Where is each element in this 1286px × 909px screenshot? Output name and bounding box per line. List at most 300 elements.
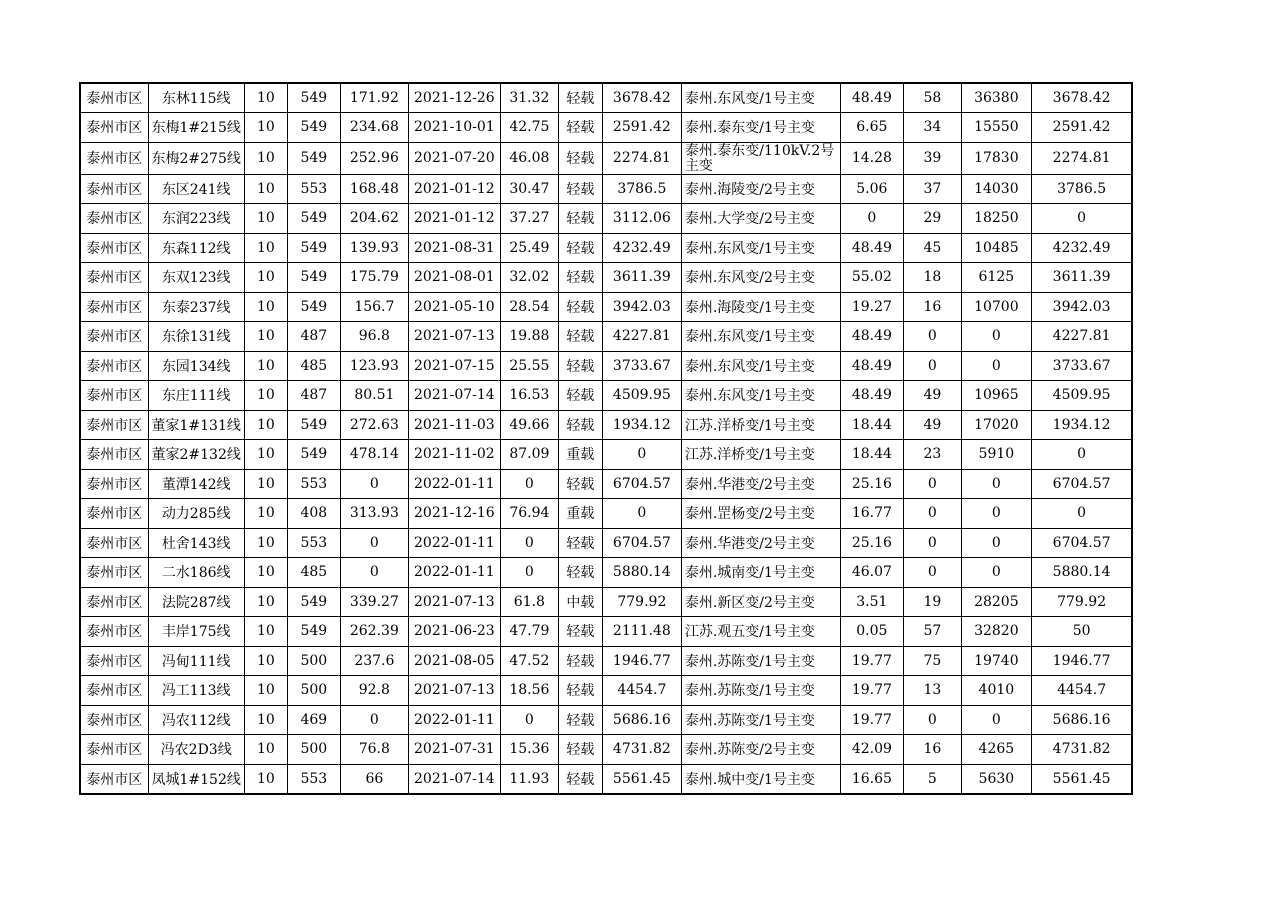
- load-cell: 66: [340, 764, 408, 794]
- transformer-rate-cell: 19.77: [840, 676, 903, 706]
- margin-cell: 3786.5: [602, 174, 681, 204]
- amount-cell: 0: [961, 351, 1031, 381]
- available-cell: 0: [1031, 204, 1132, 234]
- available-cell: 3942.03: [1031, 292, 1132, 322]
- count-cell: 0: [903, 499, 961, 529]
- date-cell: 2021-08-01: [408, 263, 500, 293]
- load-cell: 0: [340, 469, 408, 499]
- count-cell: 37: [903, 174, 961, 204]
- date-cell: 2021-10-01: [408, 113, 500, 143]
- transformer-cell: 泰州.海陵变/2号主变: [681, 174, 840, 204]
- table-row: [80, 617, 1132, 647]
- transformer-rate-cell: 48.49: [840, 322, 903, 352]
- table-body: [80, 83, 1132, 794]
- date-cell: 2021-07-20: [408, 142, 500, 174]
- capacity-cell: 408: [287, 499, 340, 529]
- date-cell: 2021-07-31: [408, 735, 500, 765]
- load-status-cell: 轻载: [558, 113, 602, 143]
- transformer-rate-cell: 5.06: [840, 174, 903, 204]
- date-cell: 2021-07-15: [408, 351, 500, 381]
- load-status-cell: 轻载: [558, 617, 602, 647]
- load-status-cell: 轻载: [558, 676, 602, 706]
- margin-cell: 1934.12: [602, 410, 681, 440]
- table-row: [80, 705, 1132, 735]
- capacity-cell: 553: [287, 174, 340, 204]
- load-cell: 0: [340, 528, 408, 558]
- date-cell: 2022-01-11: [408, 558, 500, 588]
- count-cell: 23: [903, 440, 961, 470]
- line-name-cell: 东区241线: [148, 174, 244, 204]
- table-row: [80, 113, 1132, 143]
- count-cell: 0: [903, 322, 961, 352]
- load-status-cell: 重载: [558, 499, 602, 529]
- count-cell: 16: [903, 735, 961, 765]
- voltage-cell: 10: [244, 83, 287, 113]
- load-status-cell: 轻载: [558, 469, 602, 499]
- available-cell: 0: [1031, 499, 1132, 529]
- load-status-cell: 轻载: [558, 764, 602, 794]
- table-row: [80, 558, 1132, 588]
- available-cell: 1934.12: [1031, 410, 1132, 440]
- count-cell: 45: [903, 233, 961, 263]
- margin-cell: 3112.06: [602, 204, 681, 234]
- load-cell: 96.8: [340, 322, 408, 352]
- count-cell: 0: [903, 705, 961, 735]
- transformer-rate-cell: 16.77: [840, 499, 903, 529]
- transformer-cell: 泰州.东风变/1号主变: [681, 381, 840, 411]
- count-cell: 58: [903, 83, 961, 113]
- load-cell: 478.14: [340, 440, 408, 470]
- margin-cell: 2274.81: [602, 142, 681, 174]
- available-cell: 3786.5: [1031, 174, 1132, 204]
- table-row: [80, 528, 1132, 558]
- region-cell: 泰州市区: [80, 469, 148, 499]
- line-name-cell: 冯工113线: [148, 676, 244, 706]
- capacity-cell: 549: [287, 142, 340, 174]
- table-row: [80, 587, 1132, 617]
- count-cell: 13: [903, 676, 961, 706]
- table-row: [80, 646, 1132, 676]
- table-row: [80, 440, 1132, 470]
- voltage-cell: 10: [244, 617, 287, 647]
- amount-cell: 6125: [961, 263, 1031, 293]
- load-rate-cell: 25.55: [500, 351, 558, 381]
- region-cell: 泰州市区: [80, 558, 148, 588]
- load-status-cell: 轻载: [558, 233, 602, 263]
- available-cell: 3678.42: [1031, 83, 1132, 113]
- amount-cell: 5910: [961, 440, 1031, 470]
- margin-cell: 0: [602, 499, 681, 529]
- region-cell: 泰州市区: [80, 410, 148, 440]
- region-cell: 泰州市区: [80, 528, 148, 558]
- region-cell: 泰州市区: [80, 705, 148, 735]
- load-cell: 123.93: [340, 351, 408, 381]
- voltage-cell: 10: [244, 764, 287, 794]
- load-status-cell: 轻载: [558, 381, 602, 411]
- available-cell: 50: [1031, 617, 1132, 647]
- date-cell: 2021-06-23: [408, 617, 500, 647]
- transformer-cell: 泰州.华港变/2号主变: [681, 469, 840, 499]
- transformer-rate-cell: 19.27: [840, 292, 903, 322]
- region-cell: 泰州市区: [80, 322, 148, 352]
- load-rate-cell: 18.56: [500, 676, 558, 706]
- date-cell: 2021-12-26: [408, 83, 500, 113]
- region-cell: 泰州市区: [80, 646, 148, 676]
- voltage-cell: 10: [244, 292, 287, 322]
- load-rate-cell: 87.09: [500, 440, 558, 470]
- voltage-cell: 10: [244, 233, 287, 263]
- voltage-cell: 10: [244, 440, 287, 470]
- amount-cell: 18250: [961, 204, 1031, 234]
- margin-cell: 1946.77: [602, 646, 681, 676]
- margin-cell: 5686.16: [602, 705, 681, 735]
- line-name-cell: 东徐131线: [148, 322, 244, 352]
- margin-cell: 2591.42: [602, 113, 681, 143]
- available-cell: 4232.49: [1031, 233, 1132, 263]
- transformer-cell: 泰州.苏陈变/2号主变: [681, 735, 840, 765]
- available-cell: 0: [1031, 440, 1132, 470]
- line-name-cell: 冯农2D3线: [148, 735, 244, 765]
- transformer-rate-cell: 25.16: [840, 528, 903, 558]
- date-cell: 2021-11-03: [408, 410, 500, 440]
- table-row: [80, 233, 1132, 263]
- capacity-cell: 485: [287, 558, 340, 588]
- load-rate-cell: 42.75: [500, 113, 558, 143]
- load-status-cell: 轻载: [558, 174, 602, 204]
- voltage-cell: 10: [244, 322, 287, 352]
- load-status-cell: 轻载: [558, 705, 602, 735]
- transformer-cell: 泰州.泰东变/1号主变: [681, 113, 840, 143]
- load-rate-cell: 47.52: [500, 646, 558, 676]
- load-status-cell: 轻载: [558, 142, 602, 174]
- available-cell: 2591.42: [1031, 113, 1132, 143]
- load-rate-cell: 16.53: [500, 381, 558, 411]
- transformer-cell: 泰州.泰东变/110kV.2号主变: [681, 142, 840, 174]
- load-cell: 313.93: [340, 499, 408, 529]
- load-cell: 139.93: [340, 233, 408, 263]
- voltage-cell: 10: [244, 646, 287, 676]
- margin-cell: 4509.95: [602, 381, 681, 411]
- line-name-cell: 东泰237线: [148, 292, 244, 322]
- line-name-cell: 东双123线: [148, 263, 244, 293]
- capacity-cell: 469: [287, 705, 340, 735]
- table-row: [80, 322, 1132, 352]
- load-cell: 234.68: [340, 113, 408, 143]
- load-status-cell: 轻载: [558, 646, 602, 676]
- voltage-cell: 10: [244, 381, 287, 411]
- region-cell: 泰州市区: [80, 263, 148, 293]
- capacity-cell: 549: [287, 617, 340, 647]
- margin-cell: 6704.57: [602, 469, 681, 499]
- amount-cell: 17830: [961, 142, 1031, 174]
- region-cell: 泰州市区: [80, 113, 148, 143]
- load-cell: 171.92: [340, 83, 408, 113]
- transformer-rate-cell: 48.49: [840, 351, 903, 381]
- available-cell: 779.92: [1031, 587, 1132, 617]
- table-row: [80, 292, 1132, 322]
- transformer-rate-cell: 18.44: [840, 440, 903, 470]
- date-cell: 2021-01-12: [408, 174, 500, 204]
- transformer-cell: 泰州.东风变/1号主变: [681, 351, 840, 381]
- load-rate-cell: 0: [500, 558, 558, 588]
- transformer-rate-cell: 55.02: [840, 263, 903, 293]
- available-cell: 6704.57: [1031, 469, 1132, 499]
- available-cell: 3733.67: [1031, 351, 1132, 381]
- voltage-cell: 10: [244, 469, 287, 499]
- amount-cell: 4010: [961, 676, 1031, 706]
- date-cell: 2021-11-02: [408, 440, 500, 470]
- amount-cell: 36380: [961, 83, 1031, 113]
- margin-cell: 0: [602, 440, 681, 470]
- line-name-cell: 董家2#132线: [148, 440, 244, 470]
- table-row: [80, 764, 1132, 794]
- transformer-cell: 泰州.东风变/1号主变: [681, 83, 840, 113]
- amount-cell: 17020: [961, 410, 1031, 440]
- amount-cell: 14030: [961, 174, 1031, 204]
- line-name-cell: 东园134线: [148, 351, 244, 381]
- capacity-cell: 487: [287, 381, 340, 411]
- voltage-cell: 10: [244, 735, 287, 765]
- load-cell: 175.79: [340, 263, 408, 293]
- line-name-cell: 东森112线: [148, 233, 244, 263]
- voltage-cell: 10: [244, 113, 287, 143]
- load-rate-cell: 11.93: [500, 764, 558, 794]
- line-name-cell: 东梅1#215线: [148, 113, 244, 143]
- voltage-cell: 10: [244, 410, 287, 440]
- transformer-rate-cell: 3.51: [840, 587, 903, 617]
- voltage-cell: 10: [244, 174, 287, 204]
- load-cell: 262.39: [340, 617, 408, 647]
- voltage-cell: 10: [244, 142, 287, 174]
- transformer-cell: 泰州.东风变/2号主变: [681, 263, 840, 293]
- margin-cell: 5880.14: [602, 558, 681, 588]
- transformer-cell: 泰州.苏陈变/1号主变: [681, 705, 840, 735]
- load-status-cell: 轻载: [558, 292, 602, 322]
- voltage-cell: 10: [244, 263, 287, 293]
- line-name-cell: 二水186线: [148, 558, 244, 588]
- margin-cell: 5561.45: [602, 764, 681, 794]
- table-row: [80, 142, 1132, 174]
- count-cell: 19: [903, 587, 961, 617]
- load-rate-cell: 31.32: [500, 83, 558, 113]
- load-rate-cell: 49.66: [500, 410, 558, 440]
- transformer-cell: 泰州.苏陈变/1号主变: [681, 676, 840, 706]
- date-cell: 2021-07-13: [408, 322, 500, 352]
- amount-cell: 4265: [961, 735, 1031, 765]
- count-cell: 29: [903, 204, 961, 234]
- capacity-cell: 500: [287, 676, 340, 706]
- transformer-cell: 泰州.大学变/2号主变: [681, 204, 840, 234]
- region-cell: 泰州市区: [80, 83, 148, 113]
- load-cell: 204.62: [340, 204, 408, 234]
- date-cell: 2021-07-13: [408, 676, 500, 706]
- margin-cell: 4731.82: [602, 735, 681, 765]
- transformer-rate-cell: 48.49: [840, 83, 903, 113]
- load-cell: 252.96: [340, 142, 408, 174]
- date-cell: 2021-05-10: [408, 292, 500, 322]
- table-row: [80, 174, 1132, 204]
- count-cell: 57: [903, 617, 961, 647]
- available-cell: 3611.39: [1031, 263, 1132, 293]
- transformer-cell: 泰州.苏陈变/1号主变: [681, 646, 840, 676]
- amount-cell: 0: [961, 558, 1031, 588]
- line-name-cell: 丰岸175线: [148, 617, 244, 647]
- margin-cell: 4454.7: [602, 676, 681, 706]
- load-rate-cell: 61.8: [500, 587, 558, 617]
- load-status-cell: 轻载: [558, 558, 602, 588]
- table-row: [80, 410, 1132, 440]
- table-row: [80, 499, 1132, 529]
- capacity-cell: 549: [287, 440, 340, 470]
- region-cell: 泰州市区: [80, 351, 148, 381]
- line-name-cell: 董潭142线: [148, 469, 244, 499]
- region-cell: 泰州市区: [80, 499, 148, 529]
- table-row: [80, 263, 1132, 293]
- date-cell: 2021-07-13: [408, 587, 500, 617]
- line-name-cell: 东润223线: [148, 204, 244, 234]
- table-row: [80, 676, 1132, 706]
- count-cell: 34: [903, 113, 961, 143]
- load-status-cell: 轻载: [558, 83, 602, 113]
- line-name-cell: 冯农112线: [148, 705, 244, 735]
- load-rate-cell: 32.02: [500, 263, 558, 293]
- capacity-cell: 549: [287, 410, 340, 440]
- load-status-cell: 轻载: [558, 204, 602, 234]
- line-name-cell: 东庄111线: [148, 381, 244, 411]
- line-name-cell: 凤城1#152线: [148, 764, 244, 794]
- available-cell: 6704.57: [1031, 528, 1132, 558]
- region-cell: 泰州市区: [80, 292, 148, 322]
- count-cell: 39: [903, 142, 961, 174]
- available-cell: 5561.45: [1031, 764, 1132, 794]
- load-cell: 0: [340, 705, 408, 735]
- line-name-cell: 动力285线: [148, 499, 244, 529]
- region-cell: 泰州市区: [80, 735, 148, 765]
- capacity-cell: 500: [287, 646, 340, 676]
- date-cell: 2021-07-14: [408, 764, 500, 794]
- margin-cell: 3678.42: [602, 83, 681, 113]
- transformer-cell: 泰州.罡杨变/2号主变: [681, 499, 840, 529]
- date-cell: 2022-01-11: [408, 705, 500, 735]
- date-cell: 2021-07-14: [408, 381, 500, 411]
- load-rate-cell: 19.88: [500, 322, 558, 352]
- load-status-cell: 轻载: [558, 351, 602, 381]
- load-status-cell: 轻载: [558, 322, 602, 352]
- transformer-cell: 泰州.东风变/1号主变: [681, 322, 840, 352]
- load-cell: 237.6: [340, 646, 408, 676]
- table-row: [80, 83, 1132, 113]
- feeder-load-table: [79, 82, 1133, 795]
- region-cell: 泰州市区: [80, 174, 148, 204]
- load-status-cell: 轻载: [558, 735, 602, 765]
- line-name-cell: 东梅2#275线: [148, 142, 244, 174]
- load-cell: 168.48: [340, 174, 408, 204]
- region-cell: 泰州市区: [80, 440, 148, 470]
- region-cell: 泰州市区: [80, 204, 148, 234]
- capacity-cell: 549: [287, 113, 340, 143]
- amount-cell: 0: [961, 705, 1031, 735]
- load-rate-cell: 47.79: [500, 617, 558, 647]
- voltage-cell: 10: [244, 351, 287, 381]
- margin-cell: 3611.39: [602, 263, 681, 293]
- available-cell: 2274.81: [1031, 142, 1132, 174]
- transformer-rate-cell: 25.16: [840, 469, 903, 499]
- date-cell: 2021-12-16: [408, 499, 500, 529]
- transformer-rate-cell: 18.44: [840, 410, 903, 440]
- capacity-cell: 553: [287, 764, 340, 794]
- transformer-cell: 泰州.城中变/1号主变: [681, 764, 840, 794]
- load-rate-cell: 46.08: [500, 142, 558, 174]
- margin-cell: 779.92: [602, 587, 681, 617]
- count-cell: 0: [903, 469, 961, 499]
- load-rate-cell: 76.94: [500, 499, 558, 529]
- load-status-cell: 轻载: [558, 263, 602, 293]
- line-name-cell: 法院287线: [148, 587, 244, 617]
- count-cell: 49: [903, 381, 961, 411]
- transformer-rate-cell: 42.09: [840, 735, 903, 765]
- capacity-cell: 553: [287, 469, 340, 499]
- load-cell: 339.27: [340, 587, 408, 617]
- amount-cell: 15550: [961, 113, 1031, 143]
- line-name-cell: 杜舍143线: [148, 528, 244, 558]
- capacity-cell: 549: [287, 263, 340, 293]
- load-rate-cell: 25.49: [500, 233, 558, 263]
- margin-cell: 3733.67: [602, 351, 681, 381]
- margin-cell: 4227.81: [602, 322, 681, 352]
- transformer-cell: 泰州.新区变/2号主变: [681, 587, 840, 617]
- amount-cell: 10700: [961, 292, 1031, 322]
- load-cell: 272.63: [340, 410, 408, 440]
- capacity-cell: 549: [287, 292, 340, 322]
- voltage-cell: 10: [244, 499, 287, 529]
- load-status-cell: 轻载: [558, 528, 602, 558]
- region-cell: 泰州市区: [80, 142, 148, 174]
- load-rate-cell: 0: [500, 528, 558, 558]
- available-cell: 1946.77: [1031, 646, 1132, 676]
- load-status-cell: 轻载: [558, 410, 602, 440]
- amount-cell: 0: [961, 499, 1031, 529]
- load-status-cell: 重载: [558, 440, 602, 470]
- capacity-cell: 485: [287, 351, 340, 381]
- margin-cell: 6704.57: [602, 528, 681, 558]
- voltage-cell: 10: [244, 676, 287, 706]
- region-cell: 泰州市区: [80, 617, 148, 647]
- count-cell: 0: [903, 558, 961, 588]
- table-row: [80, 469, 1132, 499]
- available-cell: 5880.14: [1031, 558, 1132, 588]
- voltage-cell: 10: [244, 558, 287, 588]
- transformer-rate-cell: 19.77: [840, 705, 903, 735]
- amount-cell: 32820: [961, 617, 1031, 647]
- capacity-cell: 549: [287, 204, 340, 234]
- amount-cell: 0: [961, 528, 1031, 558]
- table-row: [80, 351, 1132, 381]
- line-name-cell: 董家1#131线: [148, 410, 244, 440]
- capacity-cell: 549: [287, 233, 340, 263]
- capacity-cell: 500: [287, 735, 340, 765]
- capacity-cell: 553: [287, 528, 340, 558]
- count-cell: 49: [903, 410, 961, 440]
- transformer-rate-cell: 14.28: [840, 142, 903, 174]
- transformer-rate-cell: 48.49: [840, 233, 903, 263]
- count-cell: 0: [903, 528, 961, 558]
- voltage-cell: 10: [244, 528, 287, 558]
- amount-cell: 10965: [961, 381, 1031, 411]
- voltage-cell: 10: [244, 587, 287, 617]
- date-cell: 2022-01-11: [408, 528, 500, 558]
- count-cell: 16: [903, 292, 961, 322]
- load-cell: 0: [340, 558, 408, 588]
